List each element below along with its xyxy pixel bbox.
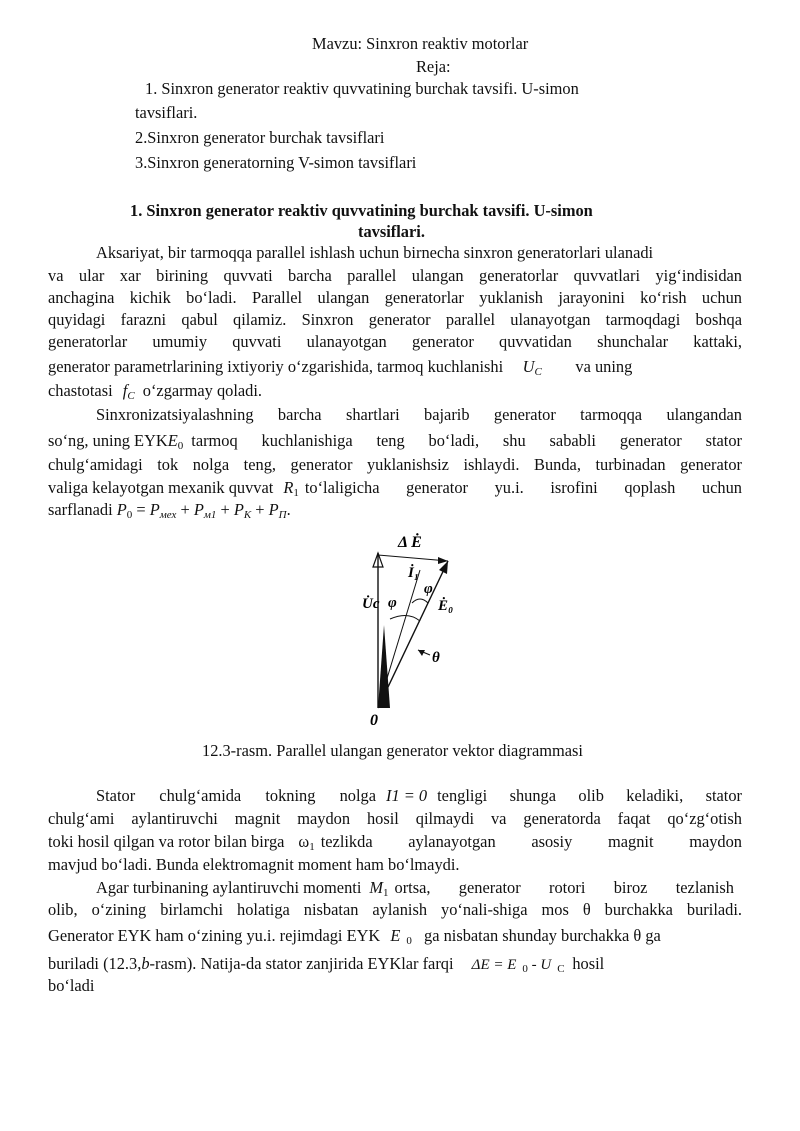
delta-e-vector — [378, 555, 448, 561]
para1-line7-text: chastotasi — [48, 381, 113, 400]
para3-line3-text: toki hosil qilgan va rotor bilan birga — [48, 832, 285, 851]
para4-line2: olib, o‘zining birlamchi holatiga nisbatan aylanish yo‘nali-shiga mos θ burchakka buriladi. — [48, 900, 742, 919]
plan-label: Reja: — [416, 57, 451, 76]
phi-left-label: φ — [388, 595, 397, 611]
para1-line1: Aksariyat, bir tarmoqqa parallel ishlash uchun birnecha sinxron generatorlari ulanadi — [96, 243, 654, 262]
vector-wedge — [378, 625, 390, 708]
delta-e-label: Δ Ė — [398, 534, 422, 551]
page-title: Mavzu: Sinxron reaktiv motorlar — [312, 34, 529, 53]
para2-line4-text: valiga kelayotgan mexanik quvvat — [48, 478, 274, 497]
origin-label: 0 — [370, 712, 378, 729]
para4-line1 — [96, 877, 734, 899]
para1-line4: quyidagi farazni qabul qilamiz. Sinxron generator parallel ulanayotgan tarmoqdagi boshqa — [48, 310, 742, 329]
para3-line1-text: Stator chulg‘amida tokning nolga — [96, 786, 376, 805]
para4-line4-italic: b — [141, 954, 150, 973]
para4-line4 — [48, 953, 604, 976]
section-heading-cont: tavsiflari. — [358, 222, 425, 241]
vector-diagram — [350, 525, 480, 730]
uc-symbol: $U_C$ — [522, 357, 542, 378]
i1-label: İ₁ — [408, 565, 420, 581]
para4-line3-end: ga nisbatan shunday burchakka θ ga — [424, 926, 661, 945]
i1-zero-symbol: I1 = 0 — [386, 786, 428, 805]
para1-line7-end: o‘zgarmay qoladi. — [142, 381, 263, 400]
para4-line1-text: Agar turbinaning aylantiruvchi momenti — [96, 878, 362, 897]
uc-label: U̇c — [362, 596, 380, 612]
phi-right-label: φ — [424, 581, 433, 597]
plan-item-2: 2.Sinxron generator burchak tavsiflari — [135, 128, 385, 147]
para3-line3 — [48, 831, 742, 853]
para3-line1-end: tengligi shunga olib keladiki, stator — [437, 786, 742, 805]
para4-line1-end: ortsa, generator rotori biroz tezlanish — [394, 878, 734, 897]
para2-line4 — [48, 477, 742, 499]
theta-label: θ — [432, 650, 440, 666]
para4-line4-text-a: buriladi (12.3, — [48, 954, 142, 973]
para3-line1 — [96, 785, 742, 807]
para2-line1: Sinxronizatsiyalashning barcha shartlari bajarib generator tarmoqqa ulangandan — [96, 405, 742, 424]
e0-vector — [378, 561, 448, 708]
para1-line6-end: va uning — [575, 357, 633, 376]
para3-line3-end: tezlikda aylanayotgan asosiy magnit maydon — [320, 832, 742, 851]
para4-line4-end: hosil — [572, 954, 605, 973]
para4-line3-text: Generator EYK ham o‘zining yu.i. rejimdagi EYK — [48, 926, 381, 945]
para3-line2: chulg‘ami aylantiruvchi magnit maydon hosil qilmaydi va generatorda faqat qo‘zg‘otish — [48, 809, 742, 828]
para1-line3: anchagina kichik bo‘ladi. Parallel ulangan generatorlar yuklanish jarayonini ko‘rish uchun — [48, 288, 742, 307]
para1-line6 — [48, 356, 632, 378]
phi-arc — [412, 599, 428, 603]
e0-label: Ė₀ — [438, 598, 454, 614]
para2-line5-text: sarflanadi — [48, 500, 113, 519]
para3-line4: mavjud bo‘ladi. Bunda elektromagnit moment ham bo‘lmaydi. — [48, 855, 460, 874]
plan-item-1-cont: tavsiflari. — [135, 103, 198, 122]
para2-line2-text: so‘ng, uning EYK — [48, 431, 168, 450]
para2-line2 — [48, 430, 742, 452]
plan-item-1: 1. Sinxron generator reaktiv quvvatining burchak tavsifi. U-simon — [145, 79, 579, 98]
para1-line6-text: generator parametrlarining ixtiyoriy o‘zgarishida, tarmoq kuchlanishi — [48, 357, 504, 376]
omega-symbol: $\omega_1$ — [298, 832, 315, 853]
power-formula: $P_0 = P_{мех} + P_{м1} + P_К + P_П$. — [116, 500, 291, 521]
e0-symbol-2: E $_0$ — [390, 926, 412, 947]
fc-symbol: $f_C$ — [122, 381, 135, 402]
figure-caption: 12.3-rasm. Parallel ulangan generator vektor diagrammasi — [202, 741, 583, 760]
m1-symbol: $M_1$ — [369, 878, 389, 899]
delta-e-formula: ΔE = E $_0$ - U $_C$ — [471, 957, 565, 975]
section-heading: 1. Sinxron generator reaktiv quvvatining burchak tavsifi. U-simon — [130, 201, 593, 220]
para2-line2-end: tarmoq kuchlanishiga teng bo‘ladi, shu sababli generator stator — [191, 431, 742, 450]
plan-item-3: 3.Sinxron generatorning V-simon tavsiflari — [135, 153, 417, 172]
para2-line4-end: to‘laligicha generator yu.i. isrofini qoplash uchun — [304, 478, 742, 497]
para1-line2: va ular xar birining quvvati barcha parallel ulangan generatorlar quvvatlari yig‘indisidan — [48, 266, 742, 285]
e0-symbol: $E_0$ — [167, 431, 184, 452]
para2-line5 — [48, 499, 291, 521]
para1-line7 — [48, 380, 262, 402]
para2-line3: chulg‘amidagi tok nolga teng, generator yuklanishsiz ishlaydi. Bunda, turbinadan generator — [48, 455, 742, 474]
para1-line5: generatorlar umumiy quvvati ulanayotgan generator quvvatidan shunchalar kattaki, — [48, 332, 742, 351]
para4-line5: bo‘ladi — [48, 976, 95, 995]
r1-symbol: $R_1$ — [283, 478, 299, 499]
para4-line3 — [48, 925, 661, 947]
para4-line4-text-b: -rasm). Natija-da stator zanjirida EYKlar farqi — [149, 954, 454, 973]
